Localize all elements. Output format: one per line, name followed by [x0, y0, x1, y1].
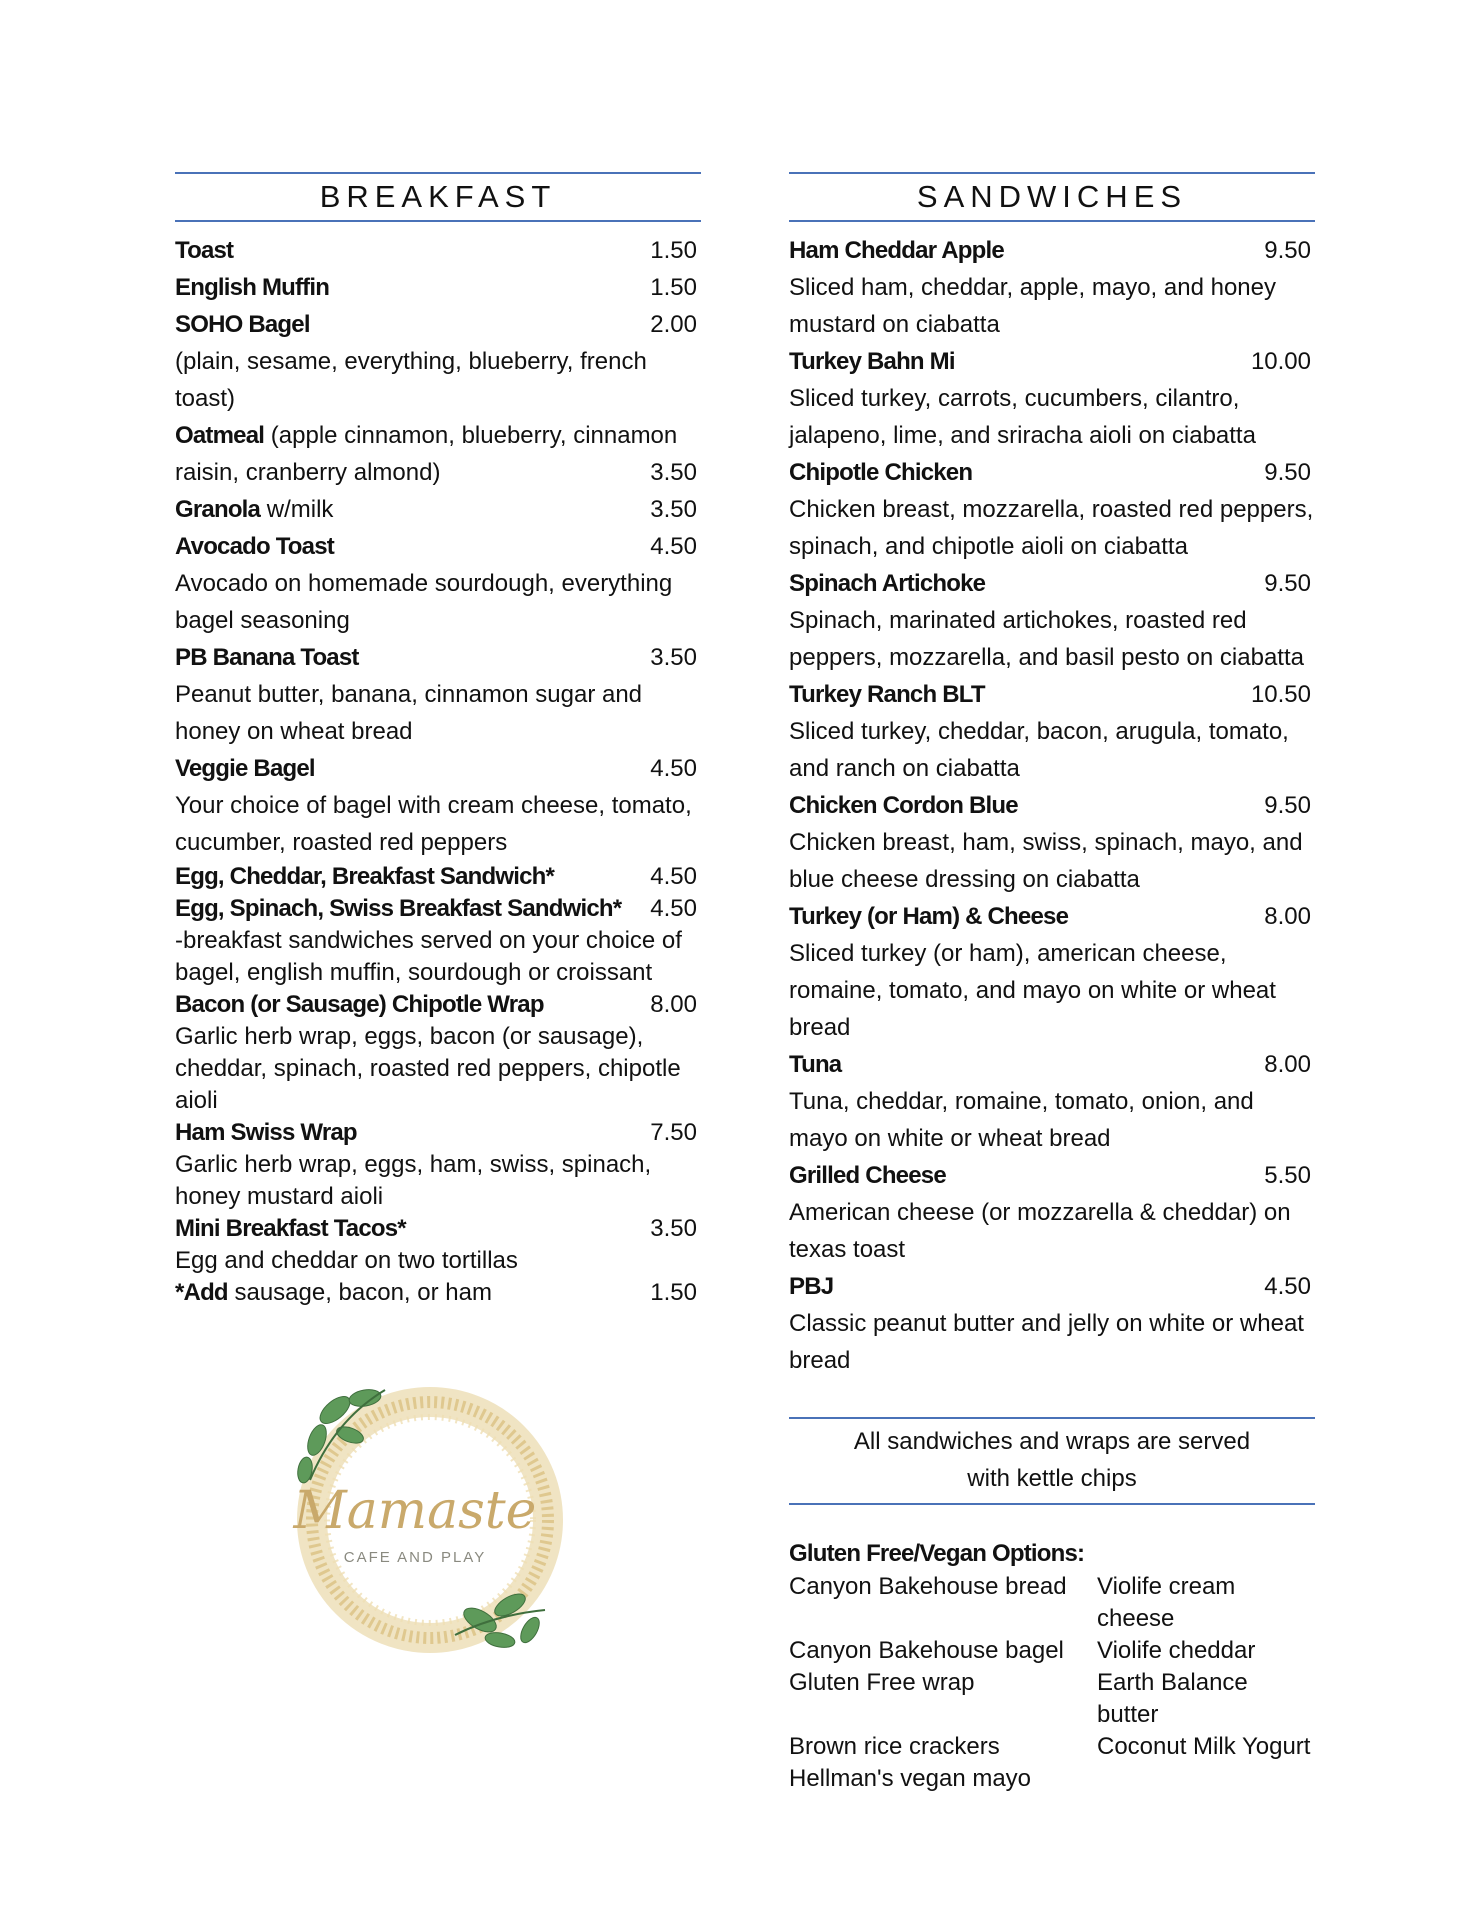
item-description: (apple cinnamon, blueberry, cinnamon [270, 422, 678, 449]
item-description: Peanut butter, banana, cinnamon sugar and honey on wheat bread [175, 681, 643, 745]
menu-item [175, 491, 701, 528]
item-price: 3.50 [650, 644, 697, 671]
menu-item [175, 750, 701, 787]
gf-option: Gluten Free wrap [789, 1669, 975, 1696]
item-price: 5.50 [1264, 1162, 1311, 1189]
item-description: Your choice of bagel with cream cheese, tomato, cucumber, roasted red peppers [175, 792, 692, 856]
item-description: -breakfast sandwiches served on your choice of bagel, english muffin, sourdough or croissant [175, 927, 682, 986]
item-description: Spinach, marinated artichokes, roasted red peppers, mozzarella, and basil pesto on ciabatta [789, 607, 1304, 671]
item-description: Sliced ham, cheddar, apple, mayo, and honey mustard on ciabatta [789, 274, 1276, 338]
gf-option: Earth Balance butter [1097, 1669, 1248, 1728]
item-extra: sausage, bacon, or ham [234, 1279, 492, 1306]
item-name: Turkey Bahn Mi [789, 348, 955, 375]
item-price: 3.50 [650, 459, 697, 486]
item-description: Tuna, cheddar, romaine, tomato, onion, and mayo on white or wheat bread [789, 1088, 1254, 1152]
item-price: 10.50 [1250, 681, 1311, 708]
item-price: 3.50 [650, 1215, 697, 1242]
menu-item [175, 306, 701, 343]
item-name: Chicken Cordon Blue [789, 792, 1018, 819]
sandwich-item [789, 1046, 1315, 1157]
sandwich-item [789, 676, 1315, 787]
item-description: Avocado on homemade sourdough, everything bagel seasoning [175, 570, 673, 634]
gf-option: Canyon Bakehouse bread [789, 1573, 1067, 1600]
item-price: 4.50 [1264, 1273, 1311, 1300]
item-price: 4.50 [650, 863, 697, 890]
item-name: PBJ [789, 1273, 834, 1300]
menu-item [175, 861, 701, 893]
item-price: 1.50 [650, 274, 697, 301]
item-name: Mini Breakfast Tacos* [175, 1215, 406, 1242]
item-price: 9.50 [1264, 792, 1311, 819]
item-name: Egg, Spinach, Swiss Breakfast Sandwich* [175, 895, 622, 922]
menu-item [175, 989, 701, 1021]
menu-item-continued [175, 454, 701, 491]
item-name: Bacon (or Sausage) Chipotle Wrap [175, 991, 544, 1018]
item-description: Garlic herb wrap, eggs, ham, swiss, spinach, honey mustard aioli [175, 1151, 652, 1210]
gf-option: Coconut Milk Yogurt [1097, 1733, 1311, 1760]
item-price: 4.50 [650, 895, 697, 922]
sandwich-item [789, 454, 1315, 565]
item-name: *Add [175, 1279, 228, 1306]
item-price: 9.50 [1264, 237, 1311, 264]
item-price: 9.50 [1264, 570, 1311, 597]
breakfast-title: BREAKFAST [175, 172, 701, 222]
logo-script: Mamaste [293, 1481, 537, 1541]
gf-option: Canyon Bakehouse bagel [789, 1637, 1064, 1664]
item-name: Granola [175, 496, 261, 523]
item-description: Sliced turkey (or ham), american cheese, romaine, tomato, and mayo on white or wheat bread [789, 940, 1276, 1041]
menu-item [175, 1117, 701, 1149]
menu-item [175, 639, 701, 676]
item-name: PB Banana Toast [175, 644, 359, 671]
sandwiches-title: SANDWICHES [789, 172, 1315, 222]
sandwich-item [789, 232, 1315, 343]
sandwich-item [789, 1268, 1315, 1379]
sandwich-item [789, 898, 1315, 1046]
item-price: 3.50 [650, 496, 697, 523]
item-price: 1.50 [650, 237, 697, 264]
item-price: 8.00 [1264, 1051, 1311, 1078]
kettle-chips-note [789, 1417, 1315, 1505]
sandwich-item [789, 787, 1315, 898]
item-price: 2.00 [650, 311, 697, 338]
item-price: 8.00 [650, 991, 697, 1018]
menu-item [175, 1213, 701, 1245]
item-description: (plain, sesame, everything, blueberry, french toast) [175, 348, 647, 412]
menu-item [175, 893, 701, 925]
gf-option: Brown rice crackers [789, 1733, 1000, 1760]
item-name: Oatmeal [175, 422, 265, 449]
sandwich-item [789, 343, 1315, 454]
mamaste-logo [265, 1350, 595, 1680]
menu-item [175, 232, 701, 269]
menu-item [175, 528, 701, 565]
item-price: 1.50 [650, 1279, 697, 1306]
note-line: All sandwiches and wraps are served [853, 1428, 1251, 1455]
item-description: raisin, cranberry almond) [175, 459, 441, 486]
item-description: Sliced turkey, carrots, cucumbers, cilantro, jalapeno, lime, and sriracha aioli on ciabatta [789, 385, 1256, 449]
item-extra: w/milk [266, 496, 334, 523]
item-price: 7.50 [650, 1119, 697, 1146]
item-description: Sliced turkey, cheddar, bacon, arugula, tomato, and ranch on ciabatta [789, 718, 1289, 782]
gluten-free-title: Gluten Free/Vegan Options: [789, 1540, 1085, 1567]
menu-item [175, 269, 701, 306]
item-price: 4.50 [650, 755, 697, 782]
sandwiches-section [789, 172, 1315, 1795]
item-price: 8.00 [1264, 903, 1311, 930]
item-name: SOHO Bagel [175, 311, 310, 338]
item-name: Veggie Bagel [175, 755, 315, 782]
item-price: 10.00 [1250, 348, 1311, 375]
item-name: Turkey Ranch BLT [789, 681, 985, 708]
breakfast-section [175, 172, 701, 1309]
item-name: English Muffin [175, 274, 330, 301]
item-name: Chipotle Chicken [789, 459, 973, 486]
item-name: Toast [175, 237, 234, 264]
gf-option-empty [1097, 1763, 1315, 1795]
item-price: 4.50 [650, 533, 697, 560]
item-name: Egg, Cheddar, Breakfast Sandwich* [175, 863, 555, 890]
item-description: Garlic herb wrap, eggs, bacon (or sausage), cheddar, spinach, roasted red peppers, chipotle aioli [175, 1023, 681, 1114]
item-description: Chicken breast, ham, swiss, spinach, mayo, and blue cheese dressing on ciabatta [789, 829, 1303, 893]
item-name: Grilled Cheese [789, 1162, 946, 1189]
item-description: Classic peanut butter and jelly on white or wheat bread [789, 1310, 1304, 1374]
menu-item [175, 1277, 701, 1309]
note-line: with kettle chips [967, 1465, 1137, 1492]
item-name: Spinach Artichoke [789, 570, 986, 597]
gf-option: Violife cheddar [1097, 1637, 1256, 1664]
gf-option: Violife cream cheese [1097, 1573, 1236, 1632]
item-description: American cheese (or mozzarella & cheddar) on texas toast [789, 1199, 1291, 1263]
gluten-free-options [789, 1571, 1315, 1795]
item-name: Ham Cheddar Apple [789, 237, 1004, 264]
menu-item [175, 417, 701, 454]
item-price: 9.50 [1264, 459, 1311, 486]
item-name: Turkey (or Ham) & Cheese [789, 903, 1069, 930]
sandwich-item [789, 1157, 1315, 1268]
logo-tagline: CAFE AND PLAY [343, 1549, 487, 1566]
gf-option: Hellman's vegan mayo [789, 1765, 1032, 1792]
item-name: Tuna [789, 1051, 842, 1078]
item-name: Ham Swiss Wrap [175, 1119, 357, 1146]
sandwich-item [789, 565, 1315, 676]
item-name: Avocado Toast [175, 533, 334, 560]
item-description: Chicken breast, mozzarella, roasted red peppers, spinach, and chipotle aioli on ciabatta [789, 496, 1314, 560]
item-description: Egg and cheddar on two tortillas [175, 1247, 518, 1274]
